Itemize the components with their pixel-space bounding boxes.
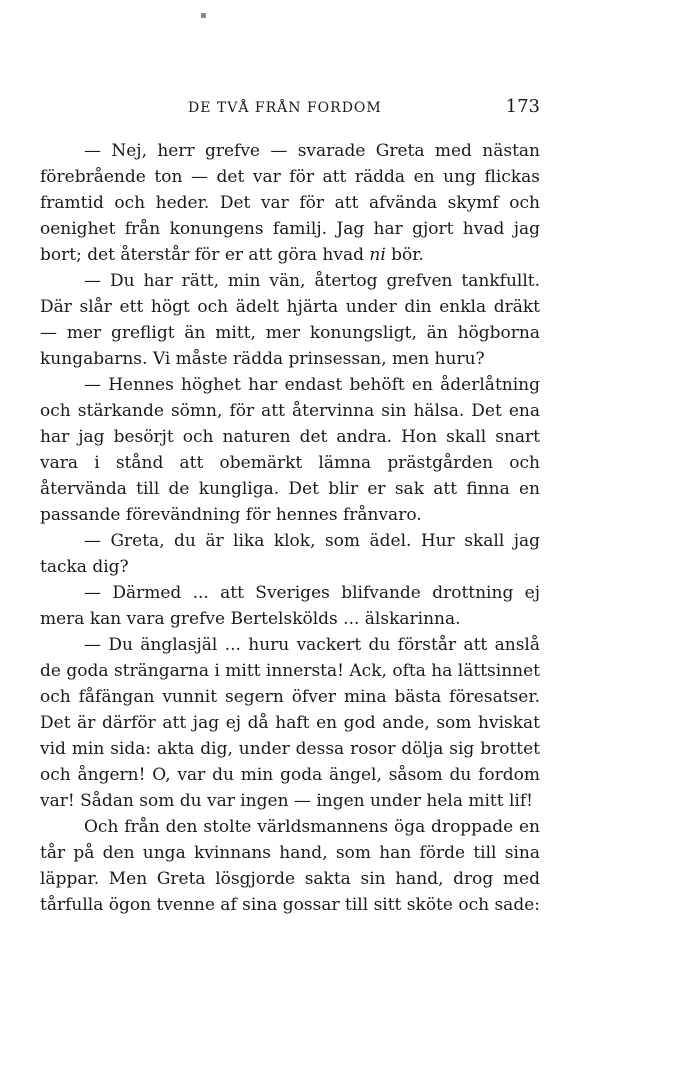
page-number: 173 — [505, 96, 540, 117]
paragraph: Och från den stolte världsmannens öga droppade en tår på den unga kvinnans hand, som han förde till sina läppar. Men Greta lösgjorde sakta sin hand, drog med tårfulla ögon tvenne af sina gossar till sitt sköte och sade: — [40, 817, 540, 915]
paragraph: — Nej, herr grefve — svarade Greta med nästan förebrående ton — det var för att rädda en ung flickas framtid och heder. Det var för att afvända skymf och oenighet från konungens familj. Jag har gjort hvad jag bort; det återstår för er att göra hvad ni bör. — [40, 141, 540, 265]
body-text — [40, 138, 540, 918]
paragraph: — Därmed ... att Sveriges blifvande drottning ej mera kan vara grefve Bertelskölds ... älskarinna. — [40, 583, 540, 629]
running-title: DE TVÅ FRÅN FORDOM — [188, 100, 382, 116]
paragraph: — Hennes höghet har endast behöft en åderlåtning och stärkande sömn, för att återvinna sin hälsa. Det ena har jag besörjt och naturen det andra. Hon skall snart vara i stånd att obemärkt lämna prästgården och återvända till de kungliga. Det blir er sak att finna en passande förevändning för hennes frånvaro. — [40, 375, 540, 525]
print-speck: ▪ — [200, 10, 207, 21]
paragraph: — Du har rätt, min vän, återtog grefven tankfullt. Där slår ett högt och ädelt hjärta under din enkla dräkt — mer grefligt än mitt, mer konungsligt, än högborna kungabarns. Vi måste rädda prinsessan, men huru? — [40, 271, 540, 369]
page-header — [40, 96, 540, 120]
paragraph: — Greta, du är lika klok, som ädel. Hur skall jag tacka dig? — [40, 531, 540, 577]
paragraph: — Du änglasjäl ... huru vackert du förstår att anslå de goda strängarna i mitt innersta! Ack, ofta ha lättsinnet och fåfängan vunnit segern öfver mina bästa föresatser. Det är därför att jag ej då haft en god ande, som hviskat vid min sida: akta dig, under dessa rosor dölja sig brottet och ångern! O, var du min goda ängel, såsom du fordom var! Sådan som du var ingen — ingen under hela mitt lif! — [40, 635, 540, 811]
